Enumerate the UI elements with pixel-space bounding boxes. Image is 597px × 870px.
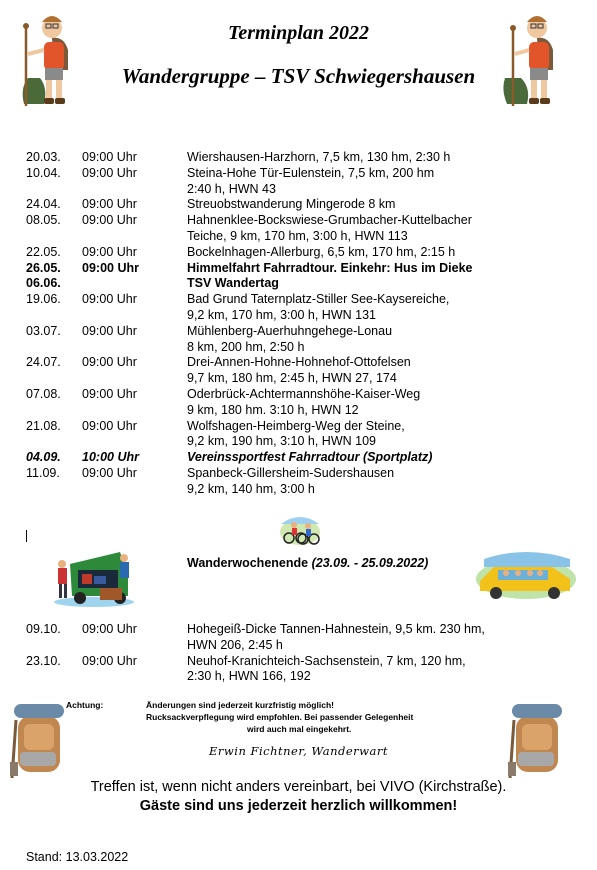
schedule-row [26, 166, 586, 198]
event-description [187, 213, 586, 245]
event-description-line: Steina-Hohe Tür-Eulenstein, 7,5 km, 200 hm [187, 165, 435, 180]
event-time: 09:00 Uhr [82, 150, 137, 164]
schedule-row [26, 292, 586, 324]
weekend-dates: (23.09. - 25.09.2022) [311, 556, 429, 570]
event-time: 09:00 Uhr [82, 465, 137, 480]
event-time: 10:00 Uhr [82, 450, 139, 465]
event-description-line: Teiche, 9 km, 170 hm, 3:00 h, HWN 113 [187, 228, 408, 243]
event-date: 09.10. [26, 622, 61, 636]
event-description-line: 9,2 km, 190 hm, 3:10 h, HWN 109 [187, 434, 376, 449]
schedule-row [26, 276, 586, 292]
notice-line-2: Rucksackverpflegung wird empfohlen. Bei passender Gelegenheit [146, 712, 414, 722]
event-time: 09:00 Uhr [82, 622, 137, 636]
event-description [187, 197, 586, 213]
schedule-row [26, 213, 586, 245]
event-description-line: 9,2 km, 140 hm, 3:00 h [187, 481, 315, 496]
status-date: Stand: 13.03.2022 [26, 850, 129, 864]
schedule-row [26, 355, 586, 387]
schedule-row [26, 324, 586, 356]
schedule-row [26, 261, 586, 277]
page-subtitle: Wandergruppe – TSV Schwiegershausen [121, 64, 476, 88]
event-description [187, 292, 586, 324]
event-description-line: Hahnenklee-Bockswiese-Grumbacher-Kuttelbacher [187, 213, 472, 228]
event-description-line: Vereinssportfest Fahrradtour (Sportplatz) [187, 450, 433, 465]
event-description-line: Himmelfahrt Fahrradtour. Einkehr: Hus im Dieke [187, 260, 473, 275]
backpack-illustration-right [508, 702, 566, 782]
event-date: 07.08. [26, 386, 61, 401]
event-date: 08.05. [26, 213, 61, 228]
schedule-row [26, 654, 586, 686]
event-description [187, 622, 586, 654]
weekend-label: Wanderwochenende [187, 556, 309, 570]
event-description [187, 355, 586, 387]
event-date: 23.10. [26, 653, 61, 668]
car-trip-illustration [474, 549, 578, 601]
schedule-row [26, 419, 586, 451]
event-description [187, 166, 586, 198]
event-description-line: Oderbrück-Achtermannshöhe-Kaiser-Weg [187, 386, 421, 401]
event-description-line: Streuobstwanderung Mingerode 8 km [187, 197, 396, 212]
event-date: 11.09. [26, 465, 60, 480]
schedule-row [26, 150, 586, 166]
event-description [187, 466, 586, 498]
page-title: Terminplan 2022 [228, 22, 369, 44]
event-time: 09:00 Uhr [82, 244, 137, 259]
event-time: 09:00 Uhr [82, 165, 137, 180]
event-description-line: 9 km, 180 hm. 3:10 h, HWN 12 [187, 402, 359, 417]
event-description [187, 419, 586, 451]
event-description [187, 324, 586, 356]
schedule-list [26, 150, 586, 498]
event-time: 09:00 Uhr [82, 197, 137, 212]
event-date: 24.04. [26, 197, 61, 212]
event-description-line: Mühlenberg-Auerhuhngehege-Lonau [187, 323, 393, 338]
notice-line-1: Änderungen sind jederzeit kurzfristig möglich! [146, 700, 334, 710]
schedule-row [26, 387, 586, 419]
car-packing-illustration [50, 544, 138, 608]
event-description [187, 276, 586, 292]
schedule-row [26, 622, 586, 654]
cyclists-illustration [279, 512, 321, 546]
event-description-line: Spanbeck-Gillersheim-Sudershausen [187, 465, 395, 480]
notice-label: Achtung: [66, 700, 104, 710]
event-description-line: Bad Grund Taternplatz-Stiller See-Kaysereiche, [187, 292, 450, 307]
meeting-info [0, 778, 597, 816]
schedule-row [26, 450, 586, 466]
event-time: 09:00 Uhr [82, 418, 137, 433]
schedule-row [26, 466, 586, 498]
event-description-line: Wiershausen-Harzhorn, 7,5 km, 130 hm, 2:30 h [187, 150, 451, 164]
event-description [187, 654, 586, 686]
event-description-line: Neuhof-Kranichteich-Sachsenstein, 7 km, 120 hm, [187, 653, 466, 668]
text-cursor [26, 530, 27, 542]
event-description-line: TSV Wandertag [187, 276, 279, 291]
event-description [187, 245, 586, 261]
event-description-line: 9,2 km, 170 hm, 3:00 h, HWN 131 [187, 307, 376, 322]
event-description-line: 8 km, 200 hm, 2:50 h [187, 339, 305, 354]
event-description-line: 2:40 h, HWN 43 [187, 181, 276, 196]
meeting-point: Treffen ist, wenn nicht anders vereinbart, bei VIVO (Kirchstraße). [90, 779, 507, 795]
weekend-heading [187, 556, 428, 570]
notice-line-3: wird auch mal eingekehrt. [247, 724, 352, 734]
event-date: 22.05. [26, 244, 61, 259]
event-date: 03.07. [26, 323, 61, 338]
event-date: 06.06. [26, 276, 61, 291]
event-time: 09:00 Uhr [82, 386, 137, 401]
event-date: 26.05. [26, 260, 61, 275]
event-description [187, 150, 586, 166]
event-description [187, 450, 586, 466]
event-date: 21.08. [26, 418, 61, 433]
event-description-line: Wolfshagen-Heimberg-Weg der Steine, [187, 418, 405, 433]
event-time: 09:00 Uhr [82, 323, 137, 338]
event-description-line: 9,7 km, 180 hm, 2:45 h, HWN 27, 174 [187, 371, 397, 386]
event-description [187, 387, 586, 419]
event-description-line: Drei-Annen-Hohne-Hohnehof-Ottofelsen [187, 355, 411, 370]
event-date: 20.03. [26, 150, 61, 164]
schedule-list-autumn [26, 622, 586, 685]
event-time: 09:00 Uhr [82, 213, 137, 228]
schedule-row [26, 245, 586, 261]
event-time: 09:00 Uhr [82, 292, 137, 307]
backpack-illustration-left [10, 702, 68, 782]
event-time: 09:00 Uhr [82, 260, 139, 275]
event-description [187, 261, 586, 277]
event-description-line: 2:30 h, HWN 166, 192 [187, 669, 311, 684]
schedule-row [26, 197, 586, 213]
event-date: 19.06. [26, 292, 61, 307]
event-time: 09:00 Uhr [82, 653, 137, 668]
event-date: 10.04. [26, 165, 61, 180]
event-description-line: Bockelnhagen-Allerburg, 6,5 km, 170 hm, 2:15 h [187, 244, 456, 259]
event-description-line: Hohegeiß-Dicke Tannen-Hahnestein, 9,5 km. 230 hm, [187, 622, 485, 636]
guests-welcome: Gäste sind uns jederzeit herzlich willkommen! [139, 798, 458, 814]
event-date: 04.09. [26, 450, 61, 465]
event-date: 24.07. [26, 355, 61, 370]
event-description-line: HWN 206, 2:45 h [187, 637, 283, 652]
event-time: 09:00 Uhr [82, 355, 137, 370]
signature: Erwin Fichtner, Wanderwart [209, 744, 388, 758]
